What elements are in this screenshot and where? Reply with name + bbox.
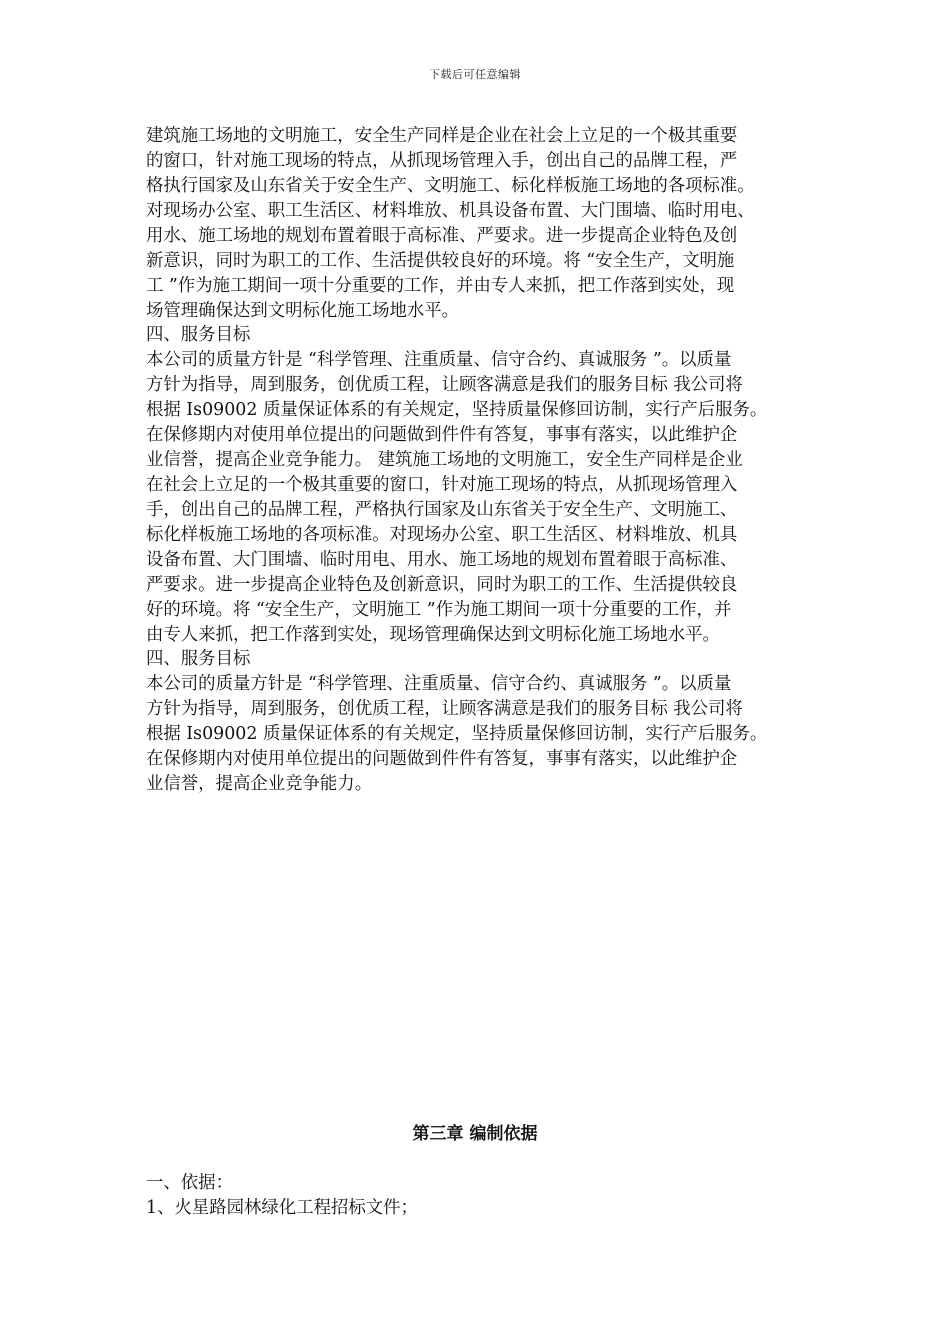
paragraph-line: 本公司的质量方针是 “科学管理、注重质量、信守合约、真诚服务 ”。以质量 xyxy=(146,674,732,694)
paragraph-line: 根据 Is09002 质量保证体系的有关规定，坚持质量保修回访制，实行产后服务。 xyxy=(146,724,768,744)
paragraph-line: 用水、施工场地的规划布置着眼于高标准、严要求。进一步提高企业特色及创 xyxy=(146,226,738,246)
basis-item: 1、火星路园林绿化工程招标文件； xyxy=(146,1198,418,1218)
paragraph-line: 设备布置、大门围墙、临时用电、用水、施工场地的规划布置着眼于高标准、 xyxy=(146,550,738,570)
paragraph-line: 方针为指导，周到服务，创优质工程，让顾客满意是我们的服务目标 我公司将 xyxy=(146,375,743,395)
paragraph-line: 手，创出自己的品牌工程，严格执行国家及山东省关于安全生产、文明施工、 xyxy=(146,500,738,520)
paragraph-line: 业信誉，提高企业竞争能力。 建筑施工场地的文明施工，安全生产同样是企业 xyxy=(146,450,743,470)
paragraph-line: 工 ”作为施工期间一项十分重要的工作，并由专人来抓，把工作落到实处，现 xyxy=(146,276,735,296)
paragraph-line: 建筑施工场地的文明施工，安全生产同样是企业在社会上立足的一个极其重要 xyxy=(146,126,738,146)
section-heading: 四、服务目标 xyxy=(146,325,251,345)
paragraph-line: 标化样板施工场地的各项标准。对现场办公室、职工生活区、材料堆放、机具 xyxy=(146,525,738,545)
section-heading: 四、服务目标 xyxy=(146,649,251,669)
paragraph-line: 对现场办公室、职工生活区、材料堆放、机具设备布置、大门围墙、临时用电、 xyxy=(146,201,755,221)
paragraph-line: 场管理确保达到文明标化施工场地水平。 xyxy=(146,301,460,321)
paragraph-line: 方针为指导，周到服务，创优质工程，让顾客满意是我们的服务目标 我公司将 xyxy=(146,699,743,719)
paragraph-line: 在社会上立足的一个极其重要的窗口，针对施工现场的特点，从抓现场管理入 xyxy=(146,475,738,495)
paragraph-line: 本公司的质量方针是 “科学管理、注重质量、信守合约、真诚服务 ”。以质量 xyxy=(146,350,732,370)
basis-heading: 一、依据： xyxy=(146,1173,233,1193)
paragraph-line: 格执行国家及山东省关于安全生产、文明施工、标化样板施工场地的各项标准。 xyxy=(146,176,755,196)
paragraph-line: 业信誉，提高企业竞争能力。 xyxy=(146,774,373,794)
paragraph-line: 由专人来抓，把工作落到实处，现场管理确保达到文明标化施工场地水平。 xyxy=(146,625,720,645)
paragraph-line: 在保修期内对使用单位提出的问题做到件件有答复，事事有落实，以此维护企 xyxy=(146,749,738,769)
paragraph-line: 在保修期内对使用单位提出的问题做到件件有答复，事事有落实，以此维护企 xyxy=(146,425,738,445)
paragraph-line: 新意识，同时为职工的工作、生活提供较良好的环境。将 “安全生产，文明施 xyxy=(146,251,735,271)
page-header: 下载后可任意编辑 xyxy=(429,68,521,81)
paragraph-line: 根据 Is09002 质量保证体系的有关规定，坚持质量保修回访制，实行产后服务。 xyxy=(146,400,768,420)
paragraph-line: 严要求。进一步提高企业特色及创新意识，同时为职工的工作、生活提供较良 xyxy=(146,575,738,595)
paragraph-line: 的窗口，针对施工现场的特点，从抓现场管理入手，创出自己的品牌工程，严 xyxy=(146,151,738,171)
paragraph-line: 好的环境。将 “安全生产，文明施工 ”作为施工期间一项十分重要的工作，并 xyxy=(146,600,732,620)
chapter-title: 第三章 编制依据 xyxy=(412,1124,538,1144)
